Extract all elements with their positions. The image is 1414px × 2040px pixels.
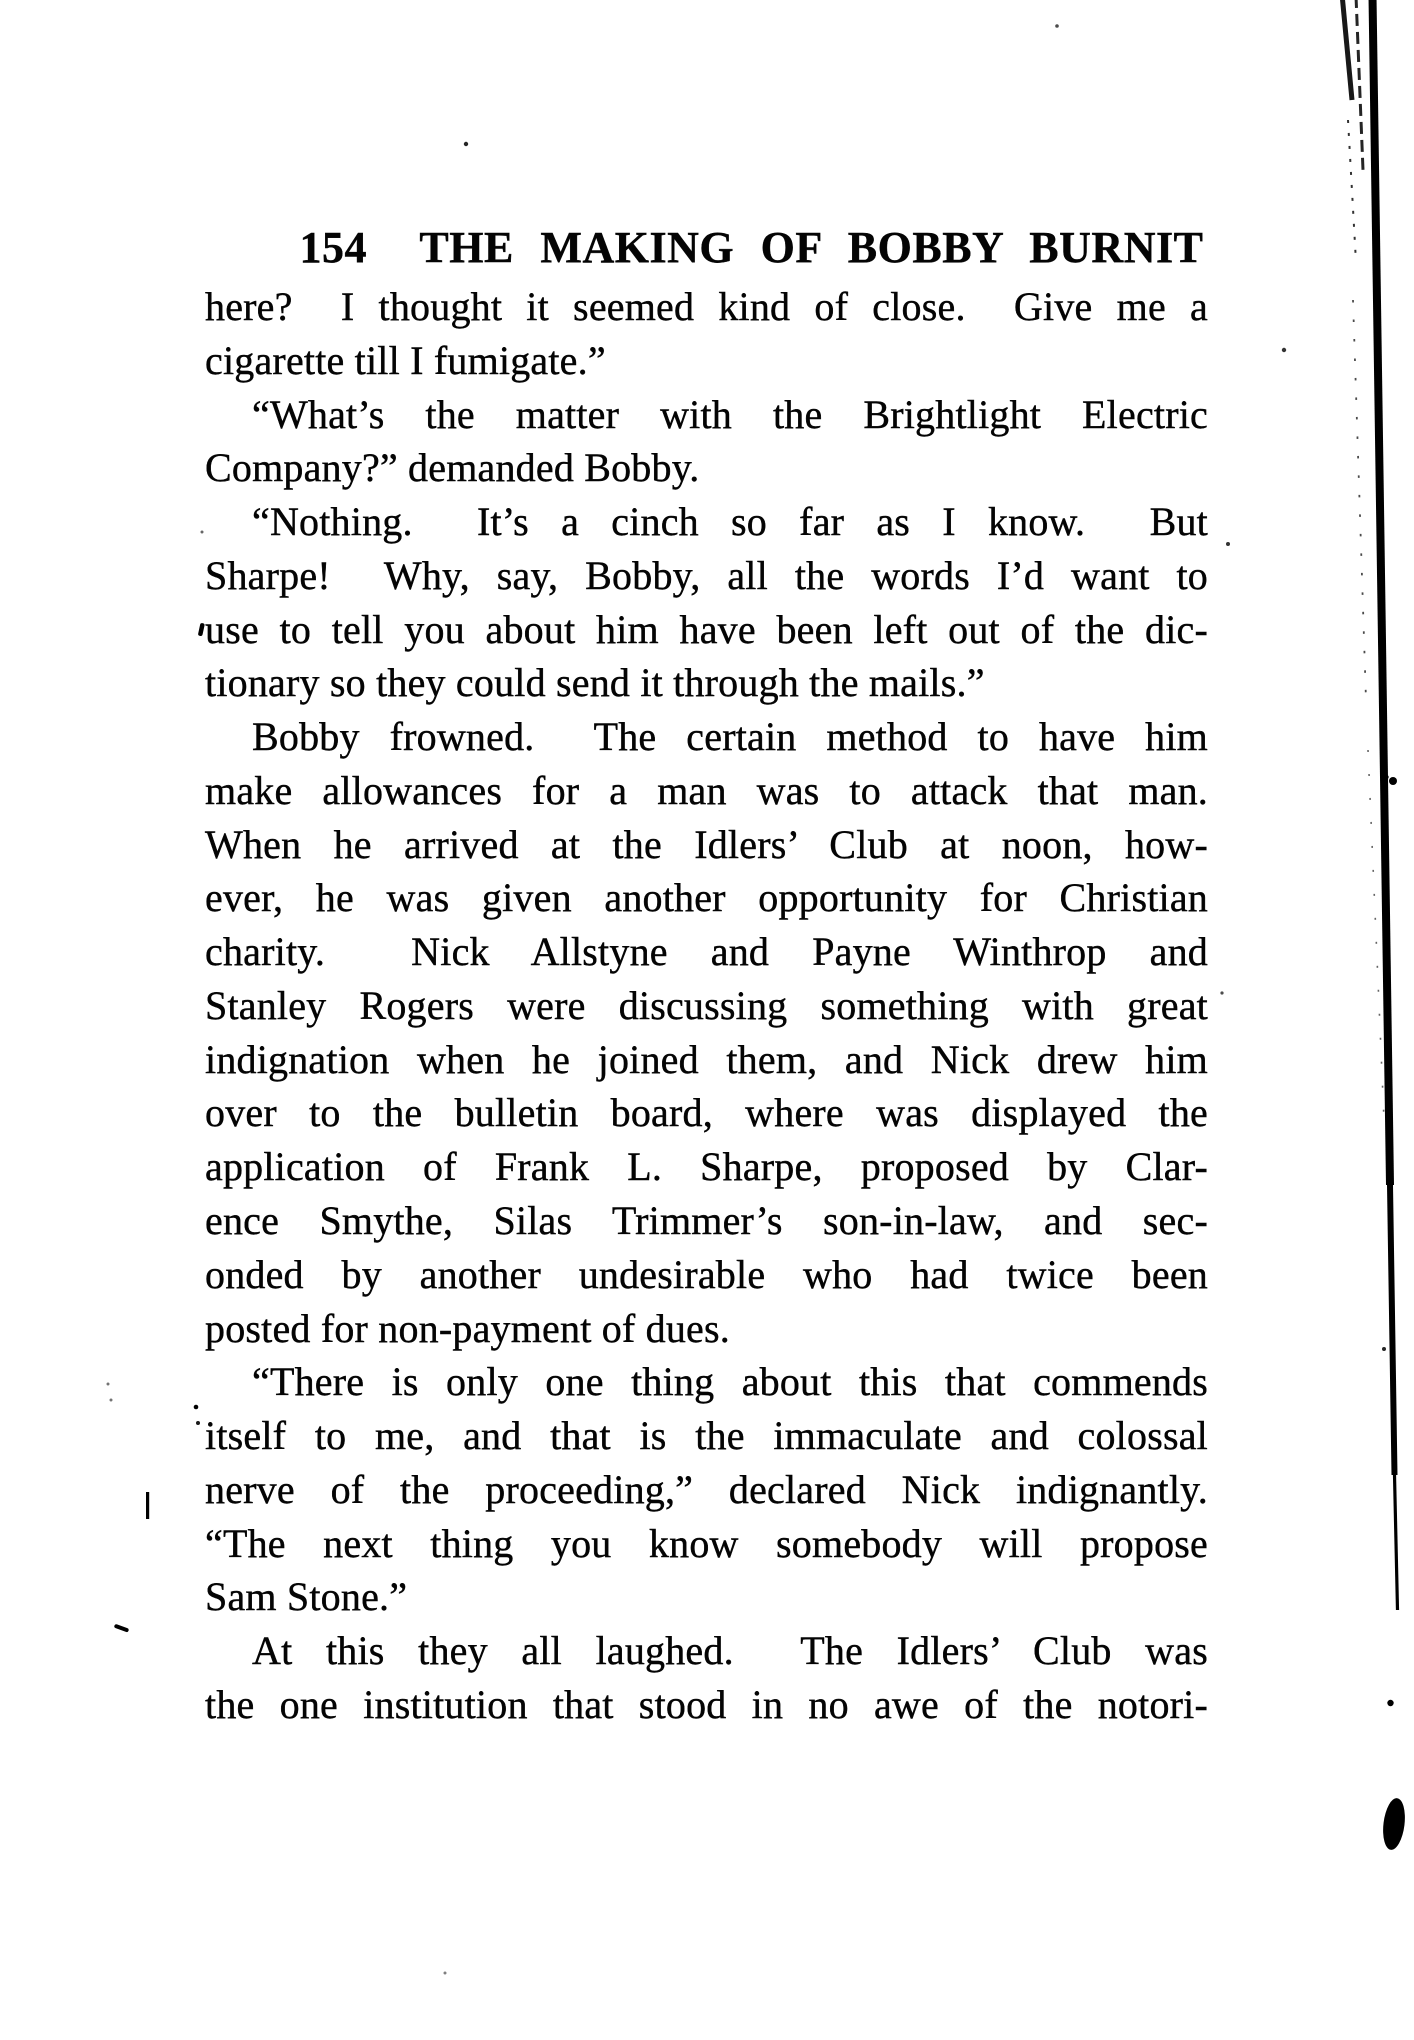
text-line-content: charity. Nick Allstyne and Payne Winthrop and: [205, 929, 1208, 975]
running-title: THE MAKING OF BOBBY BURNIT: [419, 223, 1204, 272]
text-line: [205, 280, 1208, 334]
text-line-content: tionary so they could send it through the mails.”: [205, 660, 985, 706]
text-line: [205, 388, 1208, 442]
text-line-content: cigarette till I fumigate.”: [205, 337, 606, 383]
head-gap: [367, 223, 419, 272]
text-line-content: “The next thing you know somebody will propose: [205, 1520, 1208, 1566]
text-line-content: “There is only one thing about this that commends: [252, 1359, 1208, 1405]
text-line-content: ever, he was given another opportunity for Christian: [205, 875, 1208, 921]
body-text: [205, 280, 1208, 1732]
text-line: [205, 603, 1208, 657]
text-line-content: over to the bulletin board, where was displayed the: [205, 1090, 1208, 1136]
text-line: [205, 871, 1208, 925]
text-line: [205, 710, 1208, 764]
text-line-content: “Nothing. It’s a cinch so far as I know. But: [252, 499, 1208, 545]
text-line: [205, 1248, 1208, 1302]
text-line-content: Company?” demanded Bobby.: [205, 445, 700, 491]
text-line-content: the one institution that stood in no awe of the notori-: [205, 1681, 1208, 1727]
text-line-content: Stanley Rogers were discussing something with great: [205, 982, 1208, 1028]
text-line: [205, 1517, 1208, 1571]
text-line-content: ence Smythe, Silas Trimmer’s son-in-law, and sec-: [205, 1198, 1208, 1244]
text-line: [205, 1570, 1208, 1624]
text-line-content: indignation when he joined them, and Nick drew him: [205, 1036, 1208, 1082]
text-line-content: onded by another undesirable who had twice been: [205, 1251, 1208, 1297]
text-line: [205, 1678, 1208, 1732]
text-line-content: “What’s the matter with the Brightlight Electric: [252, 391, 1208, 437]
text-line: [205, 818, 1208, 872]
running-head-text: [299, 223, 1203, 272]
text-line: [205, 1194, 1208, 1248]
text-line-content: Bobby frowned. The certain method to have him: [252, 714, 1208, 760]
text-line: [205, 495, 1208, 549]
text-line: [205, 1624, 1208, 1678]
text-line-content: When he arrived at the Idlers’ Club at noon, how-: [205, 821, 1208, 867]
text-line-content: application of Frank L. Sharpe, proposed by Clar-: [205, 1144, 1208, 1190]
text-line: [205, 549, 1208, 603]
text-line: [205, 1086, 1208, 1140]
text-line: [205, 441, 1208, 495]
text-line: [205, 1409, 1208, 1463]
text-line-content: At this they all laughed. The Idlers’ Club was: [252, 1628, 1208, 1674]
text-line: [205, 1355, 1208, 1409]
text-line: [205, 1463, 1208, 1517]
text-line-content: here? I thought it seemed kind of close. Give me a: [205, 284, 1208, 329]
text-line: [205, 925, 1208, 979]
text-line-content: posted for non-payment of dues.: [205, 1305, 730, 1351]
text-line-content: Sharpe! Why, say, Bobby, all the words I’d want to: [205, 552, 1208, 598]
text-line-content: Sam Stone.”: [205, 1574, 408, 1620]
text-line-content: use to tell you about him have been left out of the dic-: [205, 606, 1208, 652]
text-line: [205, 656, 1208, 710]
text-line: [205, 1302, 1208, 1356]
text-line: [205, 334, 1208, 388]
page-number: 154: [299, 223, 367, 272]
text-line: [205, 1033, 1208, 1087]
text-line-content: make allowances for a man was to attack that man.: [205, 767, 1208, 813]
text-line: [205, 764, 1208, 818]
text-line: [205, 979, 1208, 1033]
text-line: [205, 1140, 1208, 1194]
text-line-content: itself to me, and that is the immaculate and colossal: [205, 1413, 1208, 1459]
text-line-content: nerve of the proceeding,” declared Nick indignantly.: [205, 1466, 1208, 1512]
